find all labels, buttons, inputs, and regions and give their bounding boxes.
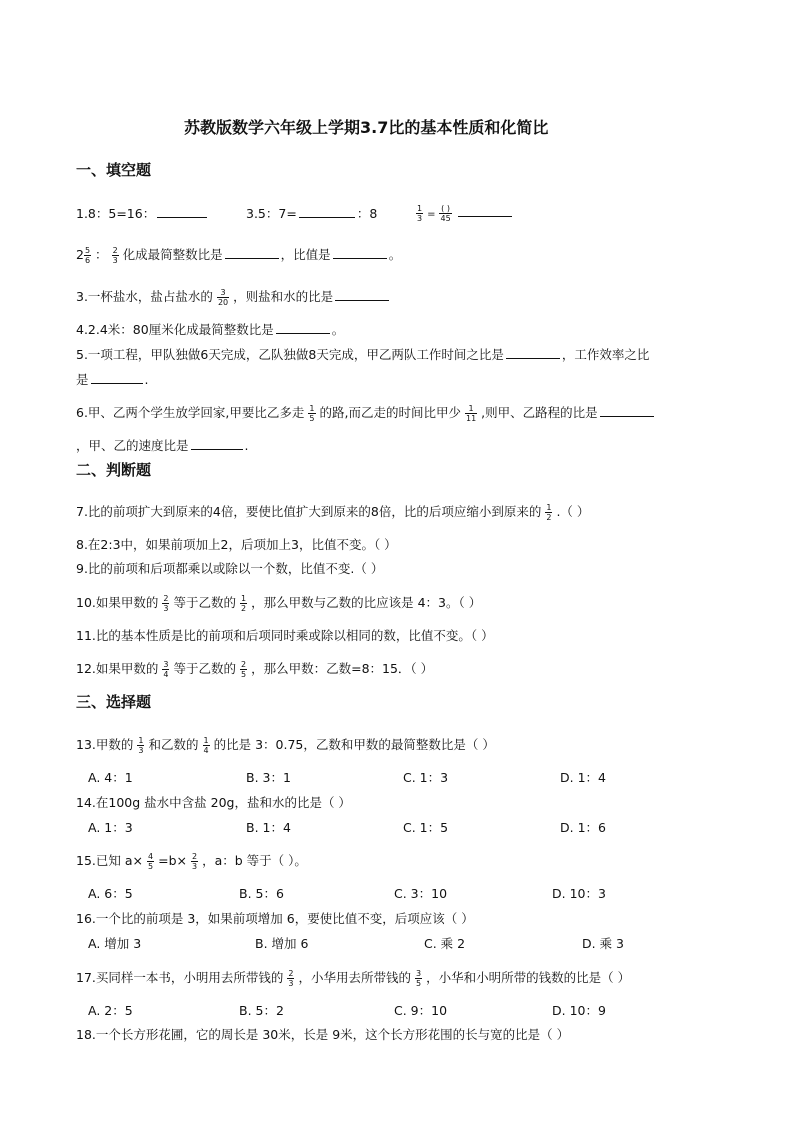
option-14a[interactable]: A. 1：3 xyxy=(88,820,133,835)
option-16d[interactable]: D. 乘 3 xyxy=(582,936,624,951)
answer-blank[interactable] xyxy=(225,246,279,259)
question-7: 7.比的前项扩大到原来的4倍，要使比值扩大到原来的8倍，比的后项应缩小到原来的 $\frac{1}{2}$ .（ ） xyxy=(76,503,590,522)
option-15c[interactable]: C. 3：10 xyxy=(394,886,448,901)
fraction: $\frac{( )}{45}$ xyxy=(440,204,451,223)
answer-blank[interactable] xyxy=(506,346,560,359)
fraction: $\frac{2}{3}$ xyxy=(163,594,169,613)
fraction: $\frac{1}{3}$ xyxy=(138,736,144,755)
question-17: 17.买同样一本书，小明用去所带钱的 $\frac{2}{3}$ ，小华用去所带钱的 $\frac{3}{5}$ ，小华和小明所带的钱数的比是（ ） xyxy=(76,969,631,988)
question-14: 14.在100g 盐水中含盐 20g，盐和水的比是（ ） xyxy=(76,795,351,810)
fraction: $\frac{3}{4}$ xyxy=(163,660,169,679)
fraction: $\frac{1}{11}$ xyxy=(465,404,477,423)
fraction: $\frac{2}{3}$ xyxy=(191,852,198,871)
fraction: $\frac{4}{5}$ xyxy=(148,852,154,871)
answer-blank[interactable] xyxy=(191,437,243,450)
fraction: $\frac{3}{5}$ xyxy=(416,969,422,988)
option-17a[interactable]: A. 2：5 xyxy=(88,1003,133,1018)
answer-blank[interactable] xyxy=(458,204,512,217)
answer-blank[interactable] xyxy=(276,321,330,334)
option-13a[interactable]: A. 4：1 xyxy=(88,770,133,785)
question-10: 10.如果甲数的 $\frac{2}{3}$ 等于乙数的 $\frac{1}{2}$ ，那么甲数与乙数的比应该是 4：3。（ ） xyxy=(76,594,482,613)
fraction: $\frac{1}{2}$ xyxy=(241,594,247,613)
option-14c[interactable]: C. 1：5 xyxy=(403,820,449,835)
question-11: 11.比的基本性质是比的前项和后项同时乘或除以相同的数，比值不变。（ ） xyxy=(76,628,494,643)
question-16: 16.一个比的前项是 3，如果前项增加 6，要使比值不变，后项应该（ ） xyxy=(76,911,474,926)
answer-blank[interactable] xyxy=(600,404,654,417)
question-3: 3.一杯盐水，盐占盐水的 $\frac{3}{20}$ ，则盐和水的比是 xyxy=(76,285,391,309)
question-2: 2 $\frac{5}{6}$ ： $\frac{2}{3}$ 化成最简整数比是 ，比值是 。 xyxy=(76,246,402,265)
page-title: 苏教版数学六年级上学期3.7比的基本性质和化简比 xyxy=(184,118,549,137)
option-13c[interactable]: C. 1：3 xyxy=(403,770,449,785)
fraction: $\frac{1}{2}$ xyxy=(546,503,552,522)
question-6-line2: ，甲、乙的速度比是 . xyxy=(76,438,249,453)
section-heading-multiple-choice: 三、选择题 xyxy=(76,693,152,711)
fraction: $\frac{2}{3}$ xyxy=(288,969,294,988)
answer-blank[interactable] xyxy=(91,371,143,384)
option-13d[interactable]: D. 1：4 xyxy=(560,770,606,785)
option-14b[interactable]: B. 1：4 xyxy=(246,820,291,835)
question-6-line1: 6.甲、乙两个学生放学回家,甲要比乙多走 $\frac{1}{5}$ 的路,而乙走的时间比甲少 $\frac{1}{11}$ ,则甲、乙路程的比是 xyxy=(76,401,656,425)
answer-blank[interactable] xyxy=(333,246,387,259)
question-4: 4.2.4米：80厘米化成最简整数比是 。 xyxy=(76,322,345,337)
option-16b[interactable]: B. 增加 6 xyxy=(255,936,309,951)
fraction: $\frac{5}{6}$ xyxy=(84,246,91,265)
question-18: 18.一个长方形花圃，它的周长是 30米，长是 9米，这个长方形花围的长与宽的比是（ ） xyxy=(76,1027,570,1042)
fraction: $\frac{2}{3}$ xyxy=(112,246,118,265)
section-heading-true-false: 二、判断题 xyxy=(76,461,152,479)
answer-blank[interactable] xyxy=(335,288,389,301)
question-13: 13.甲数的 $\frac{1}{3}$ 和乙数的 $\frac{1}{4}$ 的比是 3：0.75，乙数和甲数的最简整数比是（ ） xyxy=(76,736,495,755)
option-16a[interactable]: A. 增加 3 xyxy=(88,936,142,951)
option-15b[interactable]: B. 5：6 xyxy=(239,886,284,901)
answer-blank[interactable] xyxy=(157,205,207,218)
option-17c[interactable]: C. 9：10 xyxy=(394,1003,448,1018)
section-heading-fill-in: 一、填空题 xyxy=(76,161,152,179)
question-9: 9.比的前项和后项都乘以或除以一个数，比值不变.（ ） xyxy=(76,561,384,576)
question-12: 12.如果甲数的 $\frac{3}{4}$ 等于乙数的 $\frac{2}{5}$ ，那么甲数：乙数=8：15．（ ） xyxy=(76,660,434,679)
fraction: $\frac{1}{3}$ xyxy=(417,204,423,223)
question-1c: $\frac{1}{3}$ = $\frac{( )}{45}$ xyxy=(412,201,514,225)
option-14d[interactable]: D. 1：6 xyxy=(560,820,606,835)
fraction: $\frac{1}{4}$ xyxy=(203,736,209,755)
fraction: $\frac{3}{20}$ xyxy=(217,288,229,307)
option-17d[interactable]: D. 10：9 xyxy=(552,1003,606,1018)
question-8: 8.在2:3中，如果前项加上2，后项加上3，比值不变。（ ） xyxy=(76,537,397,552)
option-17b[interactable]: B. 5：2 xyxy=(239,1003,284,1018)
fraction: $\frac{1}{5}$ xyxy=(309,404,315,423)
option-13b[interactable]: B. 3：1 xyxy=(246,770,291,785)
option-16c[interactable]: C. 乘 2 xyxy=(424,936,466,951)
option-15d[interactable]: D. 10：3 xyxy=(552,886,606,901)
fraction: $\frac{2}{5}$ xyxy=(241,660,247,679)
question-5-line1: 5.一项工程，甲队独做6天完成，乙队独做8天完成，甲乙两队工作时间之比是 ，工作效率之比 xyxy=(76,347,650,362)
question-5-line2: 是 . xyxy=(76,372,149,387)
option-15a[interactable]: A. 6：5 xyxy=(88,886,133,901)
answer-blank[interactable] xyxy=(299,205,355,218)
question-15: 15.已知 a× $\frac{4}{5}$ =b× $\frac{2}{3}$ ，a：b 等于（ ）。 xyxy=(76,852,307,871)
question-1a: 1.8：5=16： xyxy=(76,205,209,222)
question-1b: 3.5：7= ：8 xyxy=(246,206,378,221)
